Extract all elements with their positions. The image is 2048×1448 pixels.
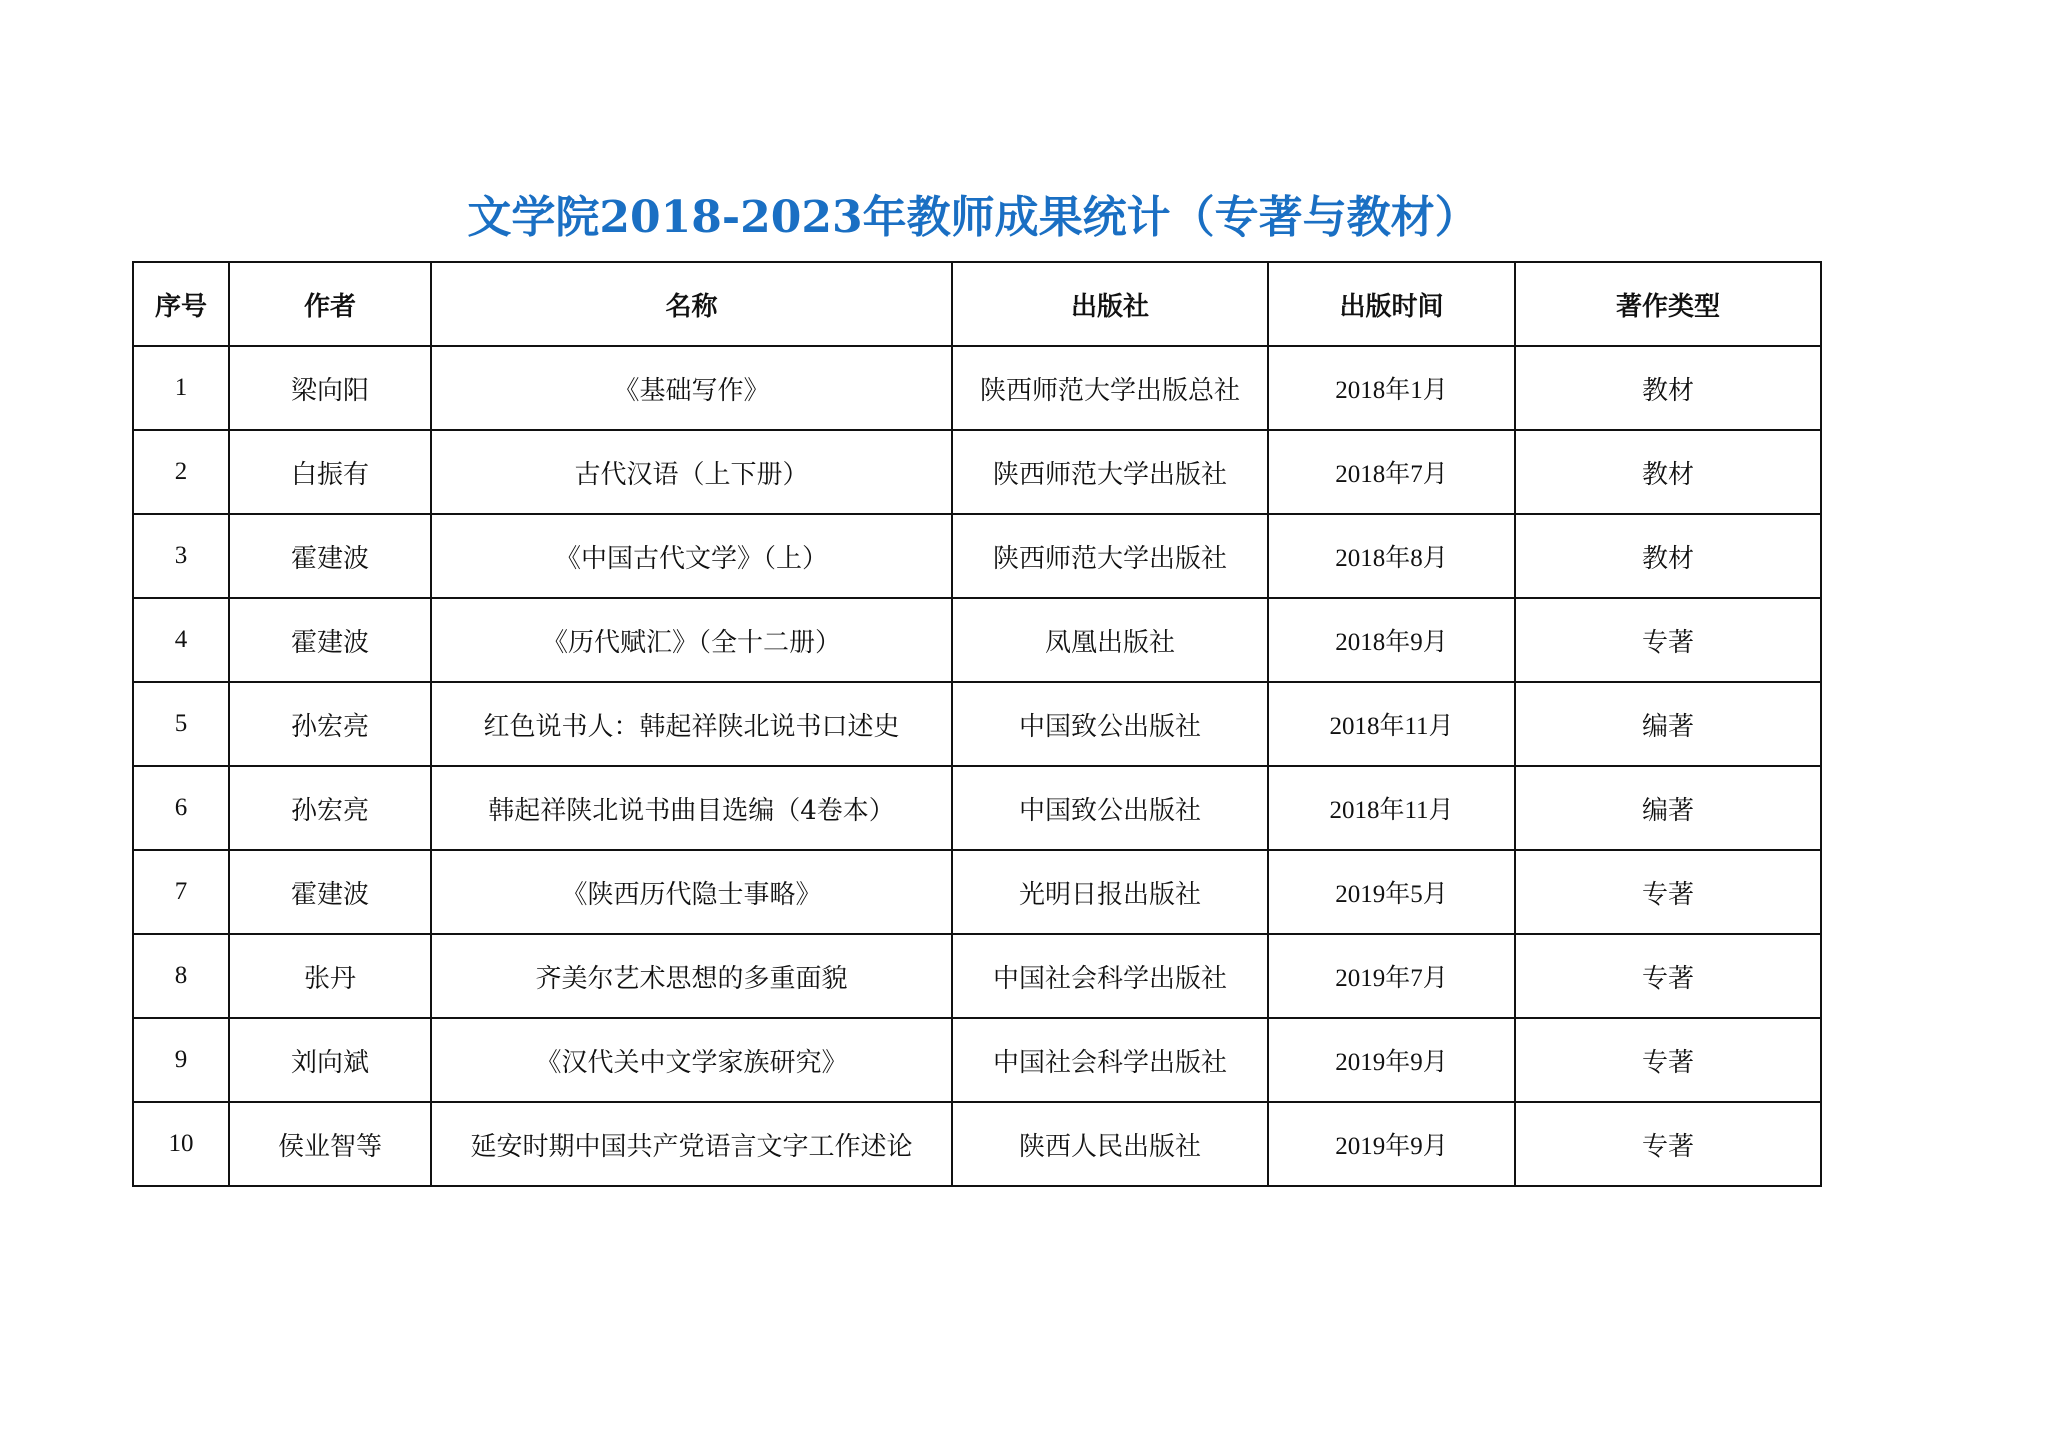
cell-work-type: 专著 [1515, 934, 1821, 1018]
cell-index: 2 [133, 430, 229, 514]
cell-index: 7 [133, 850, 229, 934]
cell-work-type: 教材 [1515, 430, 1821, 514]
cell-title: 韩起祥陕北说书曲目选编（4卷本） [431, 766, 952, 850]
cell-author: 霍建波 [229, 598, 431, 682]
table-row [133, 598, 1821, 682]
cell-publisher: 中国致公出版社 [952, 682, 1268, 766]
cell-work-type: 编著 [1515, 766, 1821, 850]
cell-publisher: 中国社会科学出版社 [952, 1018, 1268, 1102]
cell-publisher: 陕西师范大学出版社 [952, 430, 1268, 514]
cell-publish-date: 2019年7月 [1268, 934, 1515, 1018]
cell-author: 侯业智等 [229, 1102, 431, 1186]
cell-publisher: 中国致公出版社 [952, 766, 1268, 850]
cell-publish-date: 2018年7月 [1268, 430, 1515, 514]
cell-title: 《中国古代文学》（上） [431, 514, 952, 598]
cell-publish-date: 2018年9月 [1268, 598, 1515, 682]
cell-index: 9 [133, 1018, 229, 1102]
table-row [133, 1018, 1821, 1102]
cell-author: 霍建波 [229, 514, 431, 598]
cell-publisher: 凤凰出版社 [952, 598, 1268, 682]
column-header-index: 序号 [133, 262, 229, 346]
cell-publish-date: 2019年9月 [1268, 1102, 1515, 1186]
cell-index: 5 [133, 682, 229, 766]
cell-publish-date: 2019年9月 [1268, 1018, 1515, 1102]
cell-author: 霍建波 [229, 850, 431, 934]
cell-publish-date: 2019年5月 [1268, 850, 1515, 934]
cell-index: 3 [133, 514, 229, 598]
cell-title: 《汉代关中文学家族研究》 [431, 1018, 952, 1102]
table-row [133, 514, 1821, 598]
cell-index: 6 [133, 766, 229, 850]
cell-index: 1 [133, 346, 229, 430]
cell-author: 孙宏亮 [229, 682, 431, 766]
column-header-publisher: 出版社 [952, 262, 1268, 346]
cell-index: 8 [133, 934, 229, 1018]
cell-work-type: 专著 [1515, 598, 1821, 682]
cell-author: 梁向阳 [229, 346, 431, 430]
cell-work-type: 专著 [1515, 1018, 1821, 1102]
column-header-work-type: 著作类型 [1515, 262, 1821, 346]
cell-work-type: 专著 [1515, 850, 1821, 934]
column-header-publish-date: 出版时间 [1268, 262, 1515, 346]
table-row [133, 934, 1821, 1018]
cell-title: 古代汉语（上下册） [431, 430, 952, 514]
cell-title: 红色说书人：韩起祥陕北说书口述史 [431, 682, 952, 766]
cell-publish-date: 2018年8月 [1268, 514, 1515, 598]
achievements-table [132, 261, 1822, 1187]
cell-publisher: 陕西师范大学出版社 [952, 514, 1268, 598]
column-header-author: 作者 [229, 262, 431, 346]
table-row [133, 430, 1821, 514]
cell-publisher: 中国社会科学出版社 [952, 934, 1268, 1018]
cell-author: 张丹 [229, 934, 431, 1018]
column-header-title: 名称 [431, 262, 952, 346]
table-row [133, 682, 1821, 766]
table-row [133, 1102, 1821, 1186]
table-row [133, 850, 1821, 934]
cell-title: 《陕西历代隐士事略》 [431, 850, 952, 934]
cell-index: 4 [133, 598, 229, 682]
cell-author: 孙宏亮 [229, 766, 431, 850]
table-row [133, 766, 1821, 850]
cell-author: 白振有 [229, 430, 431, 514]
cell-title: 《历代赋汇》（全十二册） [431, 598, 952, 682]
cell-publisher: 陕西师范大学出版总社 [952, 346, 1268, 430]
cell-publisher: 光明日报出版社 [952, 850, 1268, 934]
cell-title: 延安时期中国共产党语言文字工作述论 [431, 1102, 952, 1186]
cell-work-type: 编著 [1515, 682, 1821, 766]
cell-title: 《基础写作》 [431, 346, 952, 430]
cell-index: 10 [133, 1102, 229, 1186]
cell-work-type: 教材 [1515, 346, 1821, 430]
page-title: 文学院2018-2023年教师成果统计（专著与教材） [467, 192, 1479, 243]
table-row [133, 346, 1821, 430]
cell-publish-date: 2018年11月 [1268, 766, 1515, 850]
cell-title: 齐美尔艺术思想的多重面貌 [431, 934, 952, 1018]
cell-publish-date: 2018年11月 [1268, 682, 1515, 766]
cell-work-type: 专著 [1515, 1102, 1821, 1186]
cell-publish-date: 2018年1月 [1268, 346, 1515, 430]
cell-work-type: 教材 [1515, 514, 1821, 598]
cell-author: 刘向斌 [229, 1018, 431, 1102]
table-header-row [133, 262, 1821, 346]
cell-publisher: 陕西人民出版社 [952, 1102, 1268, 1186]
